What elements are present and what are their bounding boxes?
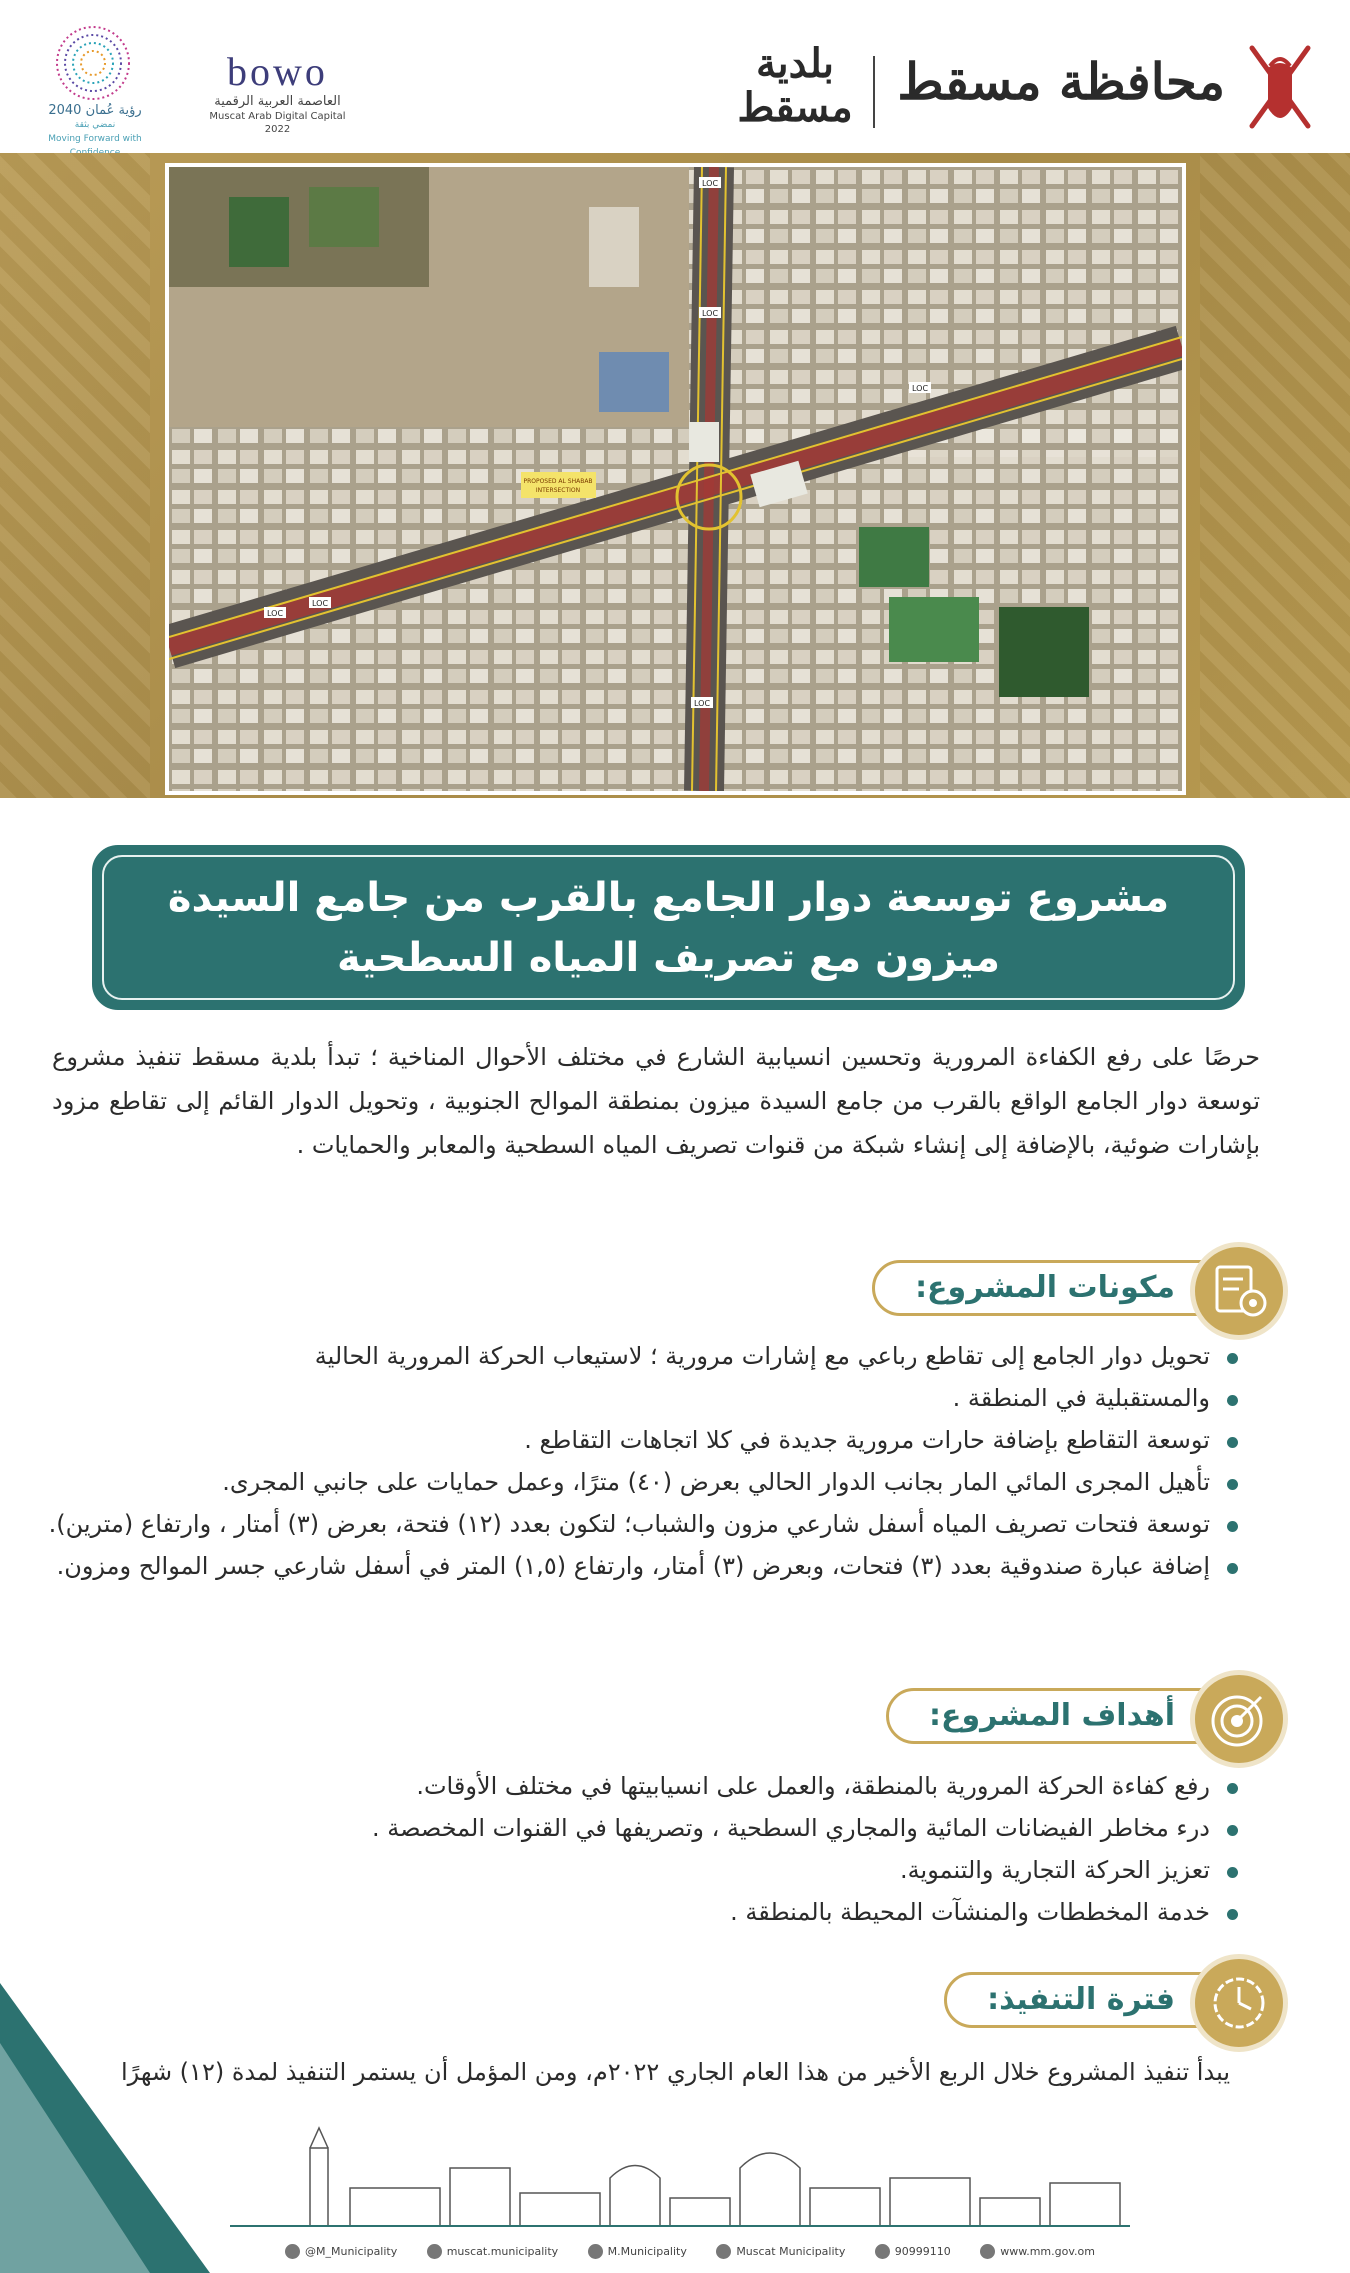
- map-band: [0, 153, 1350, 798]
- digital-capital-ar: العاصمة العربية الرقمية: [214, 94, 341, 109]
- vision-sub-en: Moving Forward with: [48, 134, 142, 144]
- social-twitter[interactable]: [285, 2244, 397, 2259]
- band-texture-left: [0, 153, 150, 798]
- project-title-line2: ميزون مع تصريف المياه السطحية: [336, 935, 1001, 981]
- municipality-name: بلدية مسقط: [737, 40, 853, 131]
- social-label: M.Municipality: [607, 2244, 687, 2258]
- aerial-map-frame: [165, 163, 1186, 795]
- vision-sub-ar: نمضي بثقة: [74, 120, 116, 130]
- period-text: يبدأ تنفيذ المشروع خلال الربع الأخير من هذا العام الجاري ٢٠٢٢م، ومن المؤمل أن يستمر التنفيذ لمدة (١٢) شهرًا: [120, 2058, 1230, 2086]
- footer-line: [230, 2225, 1130, 2227]
- social-facebook[interactable]: [588, 2244, 687, 2259]
- list-item: رفع كفاءة الحركة المرورية بالمنطقة، والعمل على انسيابيتها في مختلف الأوقات.: [40, 1765, 1240, 1807]
- aerial-intersection-map: [169, 167, 1182, 791]
- youtube-icon: [716, 2244, 731, 2259]
- list-item: توسعة فتحات تصريف المياه أسفل شارعي مزون والشباب؛ لتكون بعدد (١٢) فتحة، بعرض (٣) أمتار ، وارتفاع (مترين).: [40, 1503, 1240, 1545]
- clock-icon: [1190, 1954, 1288, 2052]
- proposed-label-box: [521, 472, 596, 498]
- whatsapp-icon: [875, 2244, 890, 2259]
- goals-list: [40, 1765, 1240, 1933]
- list-item: توسعة التقاطع بإضافة حارات مرورية جديدة في كلا اتجاهات التقاطع .: [40, 1419, 1240, 1461]
- goals-header: [828, 1678, 1288, 1750]
- muscat-skyline-illustration: [290, 2108, 1130, 2228]
- muscat-digital-capital-logo: [205, 50, 350, 140]
- digital-capital-year: 2022: [264, 124, 291, 135]
- components-title: مكونات المشروع:: [915, 1270, 1175, 1305]
- social-whatsapp[interactable]: [875, 2244, 951, 2259]
- band-texture-right: [1200, 153, 1350, 798]
- components-list: [40, 1335, 1240, 1587]
- goals-pill: [886, 1688, 1238, 1744]
- project-title-box: [92, 845, 1245, 1010]
- facebook-icon: [588, 2244, 603, 2259]
- components-pill: [872, 1260, 1238, 1316]
- digital-capital-en: Muscat Arab Digital Capital: [209, 111, 346, 122]
- goals-title: أهداف المشروع:: [929, 1698, 1175, 1733]
- web-icon: [980, 2244, 995, 2259]
- social-label: 90999110: [894, 2244, 951, 2258]
- list-item: خدمة المخططات والمنشآت المحيطة بالمنطقة .: [40, 1891, 1240, 1933]
- road-label: LOC: [701, 309, 719, 318]
- target-icon: [1190, 1670, 1288, 1768]
- instagram-icon: [427, 2244, 442, 2259]
- header-divider: [873, 56, 875, 128]
- social-label: www.mm.gov.om: [1000, 2244, 1095, 2258]
- social-youtube[interactable]: [716, 2244, 845, 2259]
- intro-paragraph: حرصًا على رفع الكفاءة المرورية وتحسين انسيابية الشارع في مختلف الأحوال المناخية ؛ تبدأ بلدية مسقط تنفيذ مشروع توسعة دوار الجامع الواقع بالقرب من جامع السيدة ميزون بمنطقة الموالح الجنوبية ، وتحويل الدوار القائم إلى تقاطع مزود بإشارات ضوئية، بالإضافة إلى إنشاء شبكة من قنوات تصريف المياه السطحية والمعابر والحمايات .: [52, 1043, 1260, 1159]
- oman-vision-2040-logo: [30, 18, 160, 143]
- oman-emblem-icon: [1240, 38, 1320, 138]
- list-item: والمستقبلية في المنطقة .: [40, 1377, 1240, 1419]
- road-label: LOC: [701, 179, 719, 188]
- list-item: تعزيز الحركة التجارية والتنموية.: [40, 1849, 1240, 1891]
- governorate-logo-group: [735, 38, 1320, 138]
- road-label: LOC: [911, 384, 929, 393]
- header: [0, 0, 1350, 150]
- period-header: [828, 1962, 1288, 2034]
- vision-rings-icon: [38, 18, 148, 104]
- proposed-label-line2: INTERSECTION: [535, 487, 581, 494]
- digital-capital-wordmark: bowo: [227, 49, 328, 94]
- corner-decoration: [0, 1983, 210, 2273]
- road-label: LOC: [266, 609, 284, 618]
- social-instagram[interactable]: [427, 2244, 559, 2259]
- project-title: [95, 868, 1242, 988]
- governorate-name: محافظة مسقط: [897, 52, 1225, 111]
- proposed-label-line1: PROPOSED AL SHABAB: [523, 478, 593, 485]
- list-item: إضافة عبارة صندوقية بعدد (٣) فتحات، وبعرض (٣) أمتار، وارتفاع (١,٥) المتر في أسفل شارعي جسر الموالح ومزون.: [40, 1545, 1240, 1587]
- social-label: Muscat Municipality: [736, 2244, 846, 2258]
- road-label: LOC: [311, 599, 329, 608]
- list-item: درء مخاطر الفيضانات المائية والمجاري السطحية ، وتصريفها في القنوات المخصصة .: [40, 1807, 1240, 1849]
- list-item: تأهيل المجرى المائي المار بجانب الدوار الحالي بعرض (٤٠) مترًا، وعمل حمايات على جانبي المجرى.: [40, 1461, 1240, 1503]
- components-header: [828, 1250, 1288, 1322]
- road-label: LOC: [693, 699, 711, 708]
- project-title-line1: مشروع توسعة دوار الجامع بالقرب من جامع السيدة: [167, 875, 1170, 921]
- period-title: فترة التنفيذ:: [987, 1982, 1175, 2017]
- social-label: @M_Municipality: [305, 2244, 398, 2258]
- list-item: تحويل دوار الجامع إلى تقاطع رباعي مع إشارات مرورية ؛ لاستيعاب الحركة المرورية الحالية: [40, 1335, 1240, 1377]
- social-links: [285, 2238, 1095, 2264]
- social-label: muscat.municipality: [446, 2244, 559, 2258]
- twitter-icon: [285, 2244, 300, 2259]
- clipboard-target-icon: [1190, 1242, 1288, 1340]
- vision-title: رؤية عُمان 2040: [48, 103, 142, 118]
- social-website[interactable]: [980, 2244, 1095, 2259]
